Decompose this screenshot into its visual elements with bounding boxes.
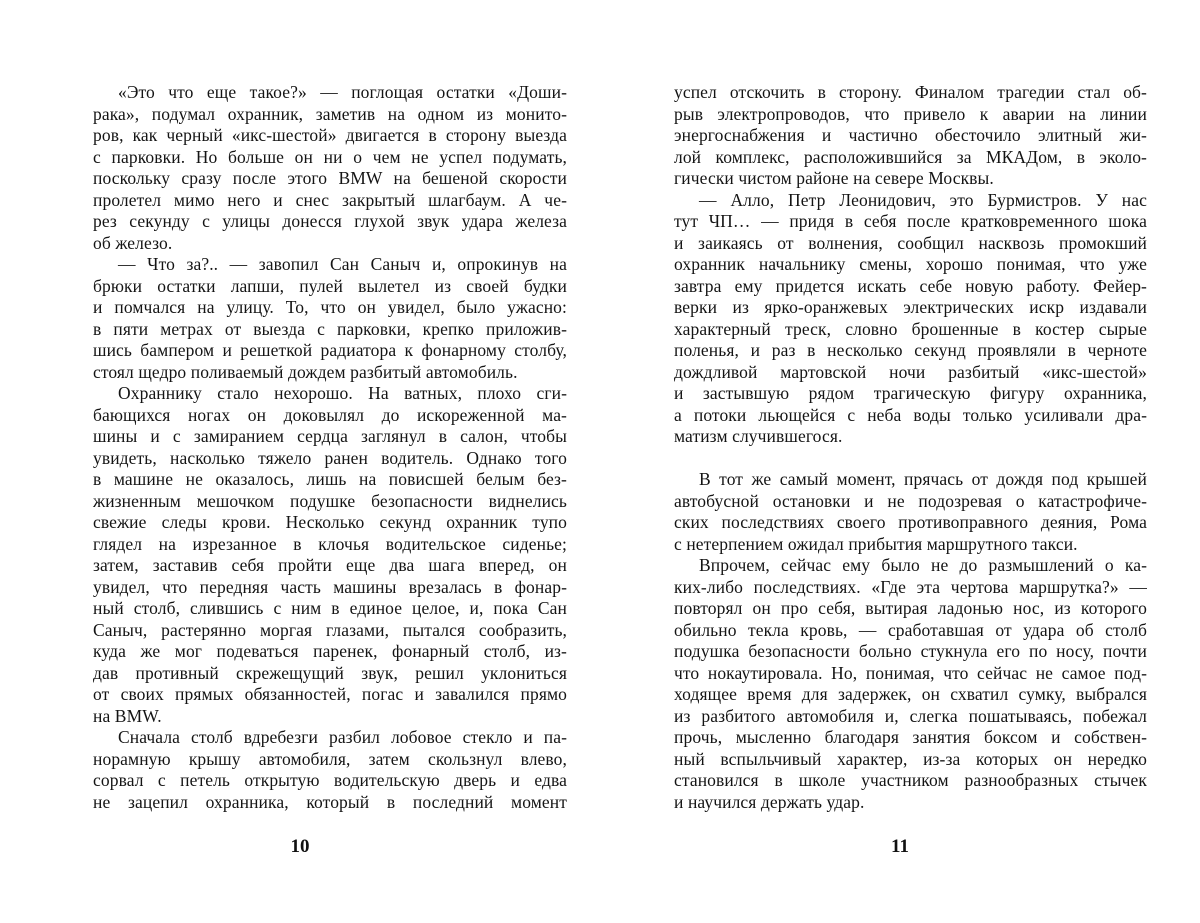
paragraph bbox=[93, 727, 567, 813]
text-line: ный столб, слившись с ним в единое целое, и, пока Сан bbox=[93, 598, 567, 618]
text-line: в машине не оказалось, лишь на повисшей белым без- bbox=[93, 469, 567, 489]
text-line: сорвал с петель открытую водительскую дверь и едва bbox=[93, 770, 567, 790]
text-line: увидеть, насколько тяжело ранен водитель. Однако того bbox=[93, 447, 567, 468]
text-line: рака», подумал охранник, заметив на одном из монито- bbox=[93, 103, 567, 124]
text-line: и помчался на улицу. То, что он увидел, было ужасно: bbox=[93, 297, 567, 317]
page-right-text bbox=[674, 82, 1147, 813]
text-line: об железо. bbox=[93, 232, 173, 253]
text-line: в пяти метрах от выезда с парковки, крепко приложив- bbox=[93, 318, 567, 339]
text-line: поскольку сразу после этого BMW на бешеной скорости bbox=[93, 168, 567, 188]
text-line: лой комплекс, расположившийся за МКАДом, в эколо- bbox=[674, 146, 1147, 167]
text-line: становился в школе участником разнообразных стычек bbox=[674, 770, 1147, 790]
text-line: ских последствиях своего противоправного деяния, Рома bbox=[674, 512, 1147, 532]
text-line: что нокаутировала. Но, понимая, что сейчас не самое под- bbox=[674, 662, 1147, 683]
text-line: рыв электропроводов, что привело к аварии на линии bbox=[674, 103, 1147, 124]
text-line: повторял он про себя, вытирая ладонью нос, из которого bbox=[674, 598, 1147, 618]
paragraph bbox=[93, 82, 567, 254]
text-line: поленья, и раз в несколько секунд проявляли в черноте bbox=[674, 340, 1147, 360]
page-right bbox=[600, 0, 1200, 923]
paragraph bbox=[93, 383, 567, 727]
paragraph bbox=[674, 82, 1147, 190]
text-line: характерный треск, словно брошенные в костер сырые bbox=[674, 318, 1147, 339]
text-line: шины и с замиранием сердца заглянул в салон, чтобы bbox=[93, 426, 567, 446]
text-line: Сначала столб вдребезги разбил лобовое стекло и па- bbox=[118, 727, 567, 747]
text-line: шись бампером и решеткой радиатора к фонарному столбу, bbox=[93, 340, 567, 360]
text-line: — Что за?.. — завопил Сан Саныч и, опрокинув на bbox=[118, 254, 567, 274]
text-line: дав противный скрежещущий звук, решил уклониться bbox=[93, 662, 567, 683]
text-line: дождливой мартовской ночи разбитый «икс-шестой» bbox=[674, 361, 1147, 382]
text-line: завтра ему придется искать себе новую работу. Фейер- bbox=[674, 275, 1147, 296]
text-line: ров, как черный «икс-шестой» двигается в сторону выезда bbox=[93, 125, 567, 145]
text-line: бающихся ногах он доковылял до искореженной ма- bbox=[93, 404, 567, 425]
text-line: рез секунду с улицы донесся глухой звук удара железа bbox=[93, 211, 567, 231]
text-line: и застывшую рядом трагическую фигуру охранника, bbox=[674, 383, 1147, 403]
text-line: ный вспыльчивый характер, из-за которых он нередко bbox=[674, 748, 1147, 769]
text-line: охранник начальнику смены, хорошо понимая, что уже bbox=[674, 254, 1147, 274]
paragraph bbox=[674, 190, 1147, 448]
paragraph bbox=[93, 254, 567, 383]
text-line: из разбитого автомобиля и, слегка пошатываясь, побежал bbox=[674, 705, 1147, 726]
text-line: энергоснабжения и частично обесточило элитный жи- bbox=[674, 125, 1147, 145]
text-line: «Это что еще такое?» — поглощая остатки «Доши- bbox=[118, 82, 567, 102]
text-line: подушка безопасности больно стукнула его по носу, почти bbox=[674, 641, 1147, 661]
text-line: В тот же самый момент, прячась от дождя под крышей bbox=[699, 469, 1147, 489]
paragraph bbox=[674, 555, 1147, 813]
text-line: норамную крышу автомобиля, затем скользнул влево, bbox=[93, 748, 567, 769]
text-line: Охраннику стало нехорошо. На ватных, плохо сги- bbox=[118, 383, 567, 403]
text-line: брюки остатки лапши, пулей вылетел из своей будки bbox=[93, 275, 567, 296]
paragraph bbox=[674, 469, 1147, 555]
text-line: увидел, что передняя часть машины врезалась в фонар- bbox=[93, 576, 567, 597]
text-line: верки из ярко-оранжевых электрических искр издавали bbox=[674, 297, 1147, 317]
text-line: — Алло, Петр Леонидович, это Бурмистров. У нас bbox=[699, 189, 1147, 210]
text-line: с нетерпением ожидал прибытия маршрутного такси. bbox=[674, 533, 1078, 554]
text-line: автобусной остановки и не подозревая о катастрофиче- bbox=[674, 490, 1147, 511]
text-line: куда же мог подеваться паренек, фонарный столб, из- bbox=[93, 641, 567, 661]
text-line: глядел на изрезанное в клочья водительское сиденье; bbox=[93, 533, 567, 554]
text-line: а потоки льющейся с неба воды только усиливали дра- bbox=[674, 404, 1147, 425]
text-line: жизненным мешочком подушке безопасности виднелись bbox=[93, 490, 567, 511]
text-line: от своих прямых обязанностей, погас и завалился прямо bbox=[93, 684, 567, 704]
text-line: не зацепил охранника, который в последний момент bbox=[93, 791, 567, 812]
page-left-text bbox=[93, 82, 567, 813]
text-line: гически чистом районе на севере Москвы. bbox=[674, 168, 994, 188]
text-line: пролетел мимо него и снес закрытый шлагбаум. А че- bbox=[93, 189, 567, 210]
text-line: ходящее время для задержек, он схватил сумку, выбрался bbox=[674, 684, 1147, 704]
text-line: затем, заставив себя пройти еще два шага вперед, он bbox=[93, 555, 567, 575]
page-number-left: 10 bbox=[290, 836, 310, 857]
text-line: тут ЧП… — придя в себя после кратковременного шока bbox=[674, 211, 1147, 231]
text-line: Саныч, растерянно моргая глазами, пытался сообразить, bbox=[93, 619, 567, 640]
text-line: прочь, мысленно благодаря занятия боксом и собствен- bbox=[674, 727, 1147, 747]
text-line: обильно текла кровь, — сработавшая от удара об столб bbox=[674, 619, 1147, 640]
text-line: успел отскочить в сторону. Финалом трагедии стал об- bbox=[674, 82, 1147, 102]
text-line: стоял щедро поливаемый дождем разбитый автомобиль. bbox=[93, 361, 518, 382]
text-line: с парковки. Но больше он ни о чем не успел подумать, bbox=[93, 146, 567, 167]
text-line: на BMW. bbox=[93, 705, 162, 726]
page-number-right: 11 bbox=[891, 836, 909, 857]
text-line: и заикаясь от волнения, сообщил насквозь промокший bbox=[674, 232, 1147, 253]
text-line: ких-либо последствиях. «Где эта чертова маршрутка?» — bbox=[674, 576, 1147, 597]
text-line: свежие следы крови. Несколько секунд охранник тупо bbox=[93, 512, 567, 532]
text-line: и научился держать удар. bbox=[674, 791, 865, 812]
text-line: Впрочем, сейчас ему было не до размышлений о ка- bbox=[699, 555, 1147, 575]
text-line: матизм случившегося. bbox=[674, 426, 843, 446]
